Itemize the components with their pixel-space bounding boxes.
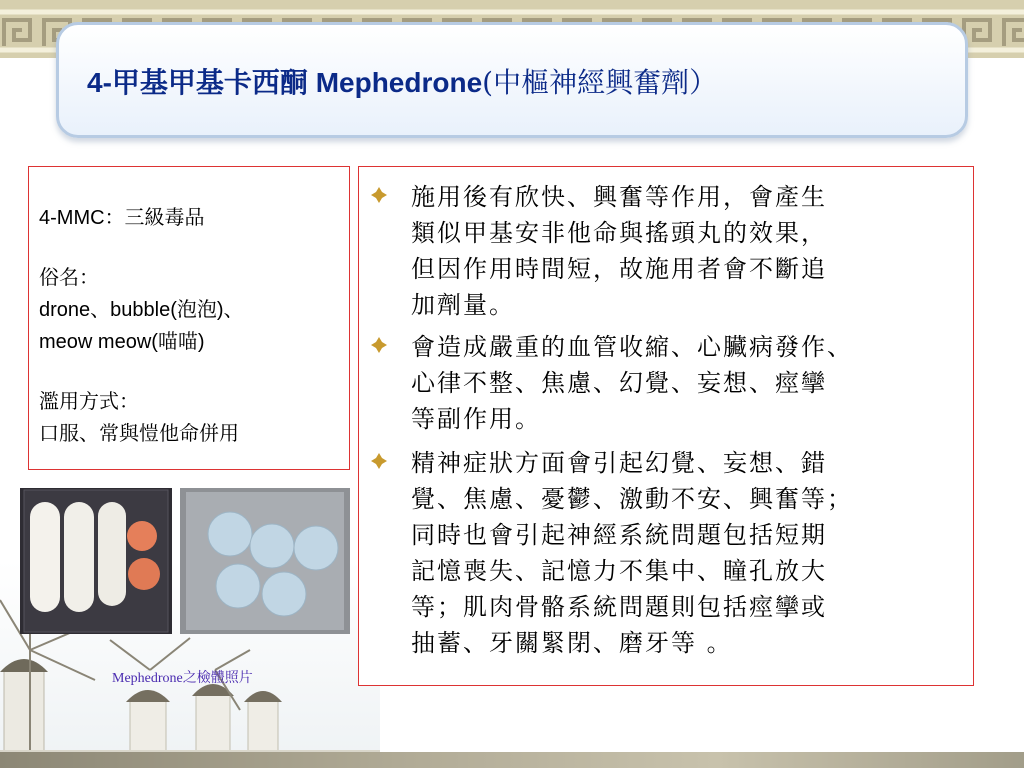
slide-title xyxy=(87,61,717,101)
effects-text-box xyxy=(358,166,974,686)
title-chinese-name: 甲基甲基卡西酮 xyxy=(111,66,308,99)
abuse-method-label: 濫用方式： xyxy=(39,389,139,413)
drug-code: 4-MMC： xyxy=(39,207,125,229)
schedule-line xyxy=(39,201,205,230)
tablets-photo xyxy=(180,488,350,634)
diamond-bullet-icon xyxy=(371,337,387,353)
diamond-bullet-icon xyxy=(371,187,387,203)
street-name-label: 俗名： xyxy=(39,265,99,289)
title-prefix: 4- xyxy=(87,67,112,98)
bullet-text: 施用後有欣快、興奮等作用，會產生 類似甲基安非他命與搖頭丸的效果， 但因作用時間短，故施用者會不斷追 加劑量。 xyxy=(411,183,827,319)
photo-caption: Mephedrone之檢體照片 xyxy=(112,671,253,686)
title-panel xyxy=(56,22,968,138)
title-english-name: Mephedrone xyxy=(307,67,483,98)
capsules-photo xyxy=(20,488,172,634)
drug-info-box xyxy=(28,166,350,470)
street-names-1: drone、bubble(泡泡)、 xyxy=(39,299,244,321)
bullet-text: 精神症狀方面會引起幻覺、妄想、錯 覺、焦慮、憂鬱、激動不安、興奮等； 同時也會引起神經系統問題包括短期 記憶喪失、記憶力不集中、瞳孔放大 等；肌肉骨骼系統問題則包括痙攣或 抽蓄、牙關緊閉、磨牙等 。 xyxy=(411,449,853,657)
street-names-2: meow meow(喵喵) xyxy=(39,331,205,353)
bullet-text: 會造成嚴重的血管收縮、心臟病發作、 心律不整、焦慮、幻覺、妄想、痙攣 等副作用。 xyxy=(411,333,853,433)
title-category: (中樞神經興奮劑） xyxy=(482,66,718,99)
ground-strip xyxy=(0,752,1024,768)
diamond-bullet-icon xyxy=(371,453,387,469)
abuse-method-value: 口服、常與愷他命併用 xyxy=(39,421,239,445)
schedule-level: 三級毒品 xyxy=(124,205,205,229)
